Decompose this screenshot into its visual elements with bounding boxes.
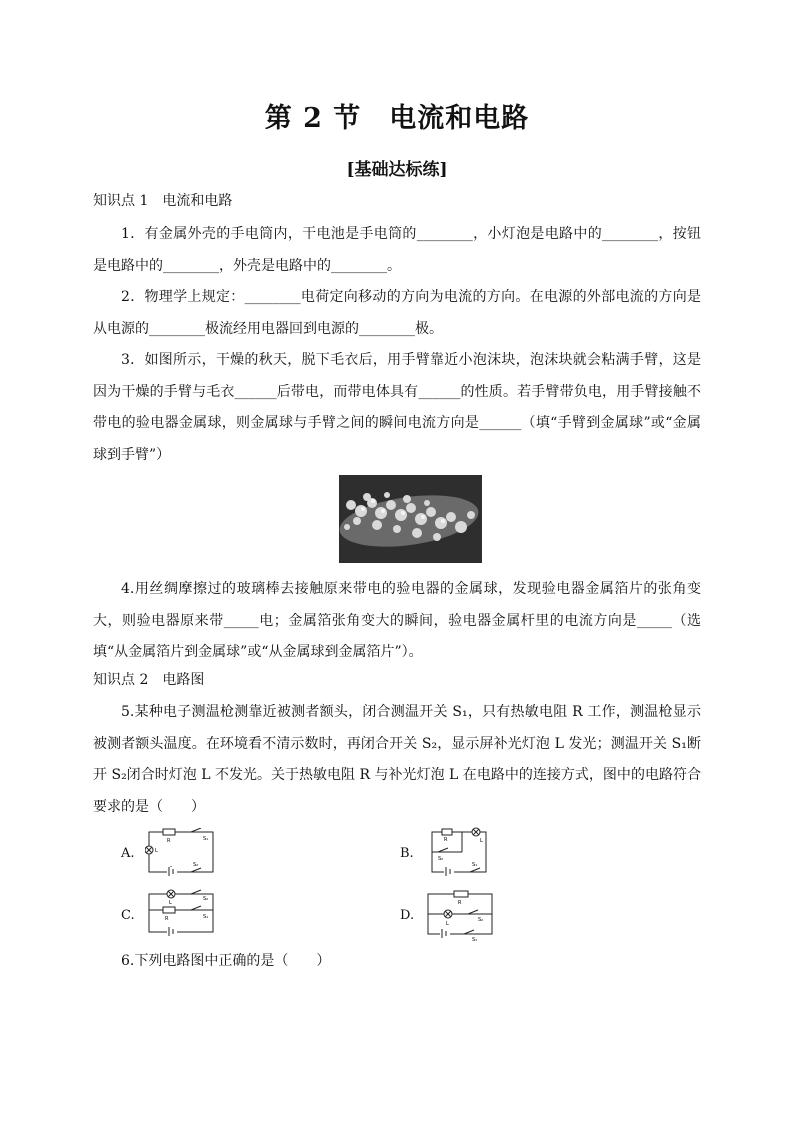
c-s2-label: S₂: [203, 896, 209, 902]
option-a-circuit: [145, 828, 217, 876]
option-d-circuit: [424, 888, 496, 942]
question-2: 2．物理学上规定：________电荷定向移动的方向为电流的方向。在电源的外部电流的方向是从电源的________极流经用电器回到电源的________极。: [93, 289, 701, 337]
d-r-label: R: [458, 900, 462, 906]
question-1: 1．有金属外壳的手电筒内，干电池是手电筒的________，小灯泡是电路中的________，按钮是电路中的________，外壳是电路中的________。: [93, 226, 701, 274]
section-subtitle: [基础达标练]: [346, 160, 448, 180]
b-l-label: L: [480, 838, 483, 844]
d-s2-label: S₂: [478, 917, 484, 923]
foam-arm-photo: [339, 475, 482, 563]
question-4: 4.用丝绸摩擦过的玻璃棒去接触原来带电的验电器的金属球，发现验电器金属箔片的张角变大，则验电器原来带_____电；金属箔张角变大的瞬间，验电器金属杆里的电流方向是_____（选填“从金属箔片到金属球”或“从金属球到金属箔片”）。: [93, 581, 701, 661]
question-6: 6.下列电路图中正确的是（ ）: [121, 953, 331, 969]
question-5: 5.某种电子测温枪测靠近被测者额头，闭合测温开关 S₁，只有热敏电阻 R 工作，测温枪显示被测者额头温度。在环境看不清示数时，再闭合开关 S₂，显示屏补光灯泡 L 发光；测温开关 S₁断开 S₂闭合时灯泡 L 不发光。关于热敏电阻 R 与补光灯泡 L 在电路中的连接方式，图中的电路符合要求的是（ ）: [93, 704, 701, 815]
b-s2-label: S₂: [438, 856, 444, 862]
option-b-label: B.: [400, 846, 414, 861]
b-s1-label: S₁: [472, 862, 478, 868]
page-title: 第 2 节 电流和电路: [264, 103, 530, 134]
c-s1-label: S₁: [203, 914, 209, 920]
c-l-label: L: [169, 900, 172, 906]
option-b-circuit: [424, 826, 496, 876]
knowledge-point-1: 知识点 1 电流和电路: [93, 193, 233, 209]
d-s1-label: S₁: [472, 937, 478, 942]
foam-photo-graphic: [339, 475, 482, 563]
option-a-label: A.: [121, 846, 135, 861]
knowledge-point-2: 知识点 2 电路图: [93, 672, 205, 688]
b-r-label: R: [444, 837, 448, 843]
option-c-label: C.: [121, 908, 135, 923]
question-3: 3．如图所示，干燥的秋天，脱下毛衣后，用手臂靠近小泡沫块，泡沫块就会粘满手臂，这是因为干燥的手臂与毛衣______后带电，而带电体具有______的性质。若手臂带负电，用手臂接触不带电的验电器金属球，则金属球与手臂之间的瞬间电流方向是______（填“手臂到金属球”或“金属球到手臂”）: [93, 352, 701, 463]
a-s1-label: S₁: [203, 836, 209, 842]
a-r-label: R: [167, 838, 171, 844]
option-d-label: D.: [400, 908, 415, 923]
a-l-label: L: [155, 848, 158, 854]
d-l-label: L: [446, 921, 449, 927]
a-s2-label: S₂: [193, 862, 199, 868]
c-r-label: R: [165, 916, 169, 922]
option-c-circuit: [145, 888, 217, 938]
